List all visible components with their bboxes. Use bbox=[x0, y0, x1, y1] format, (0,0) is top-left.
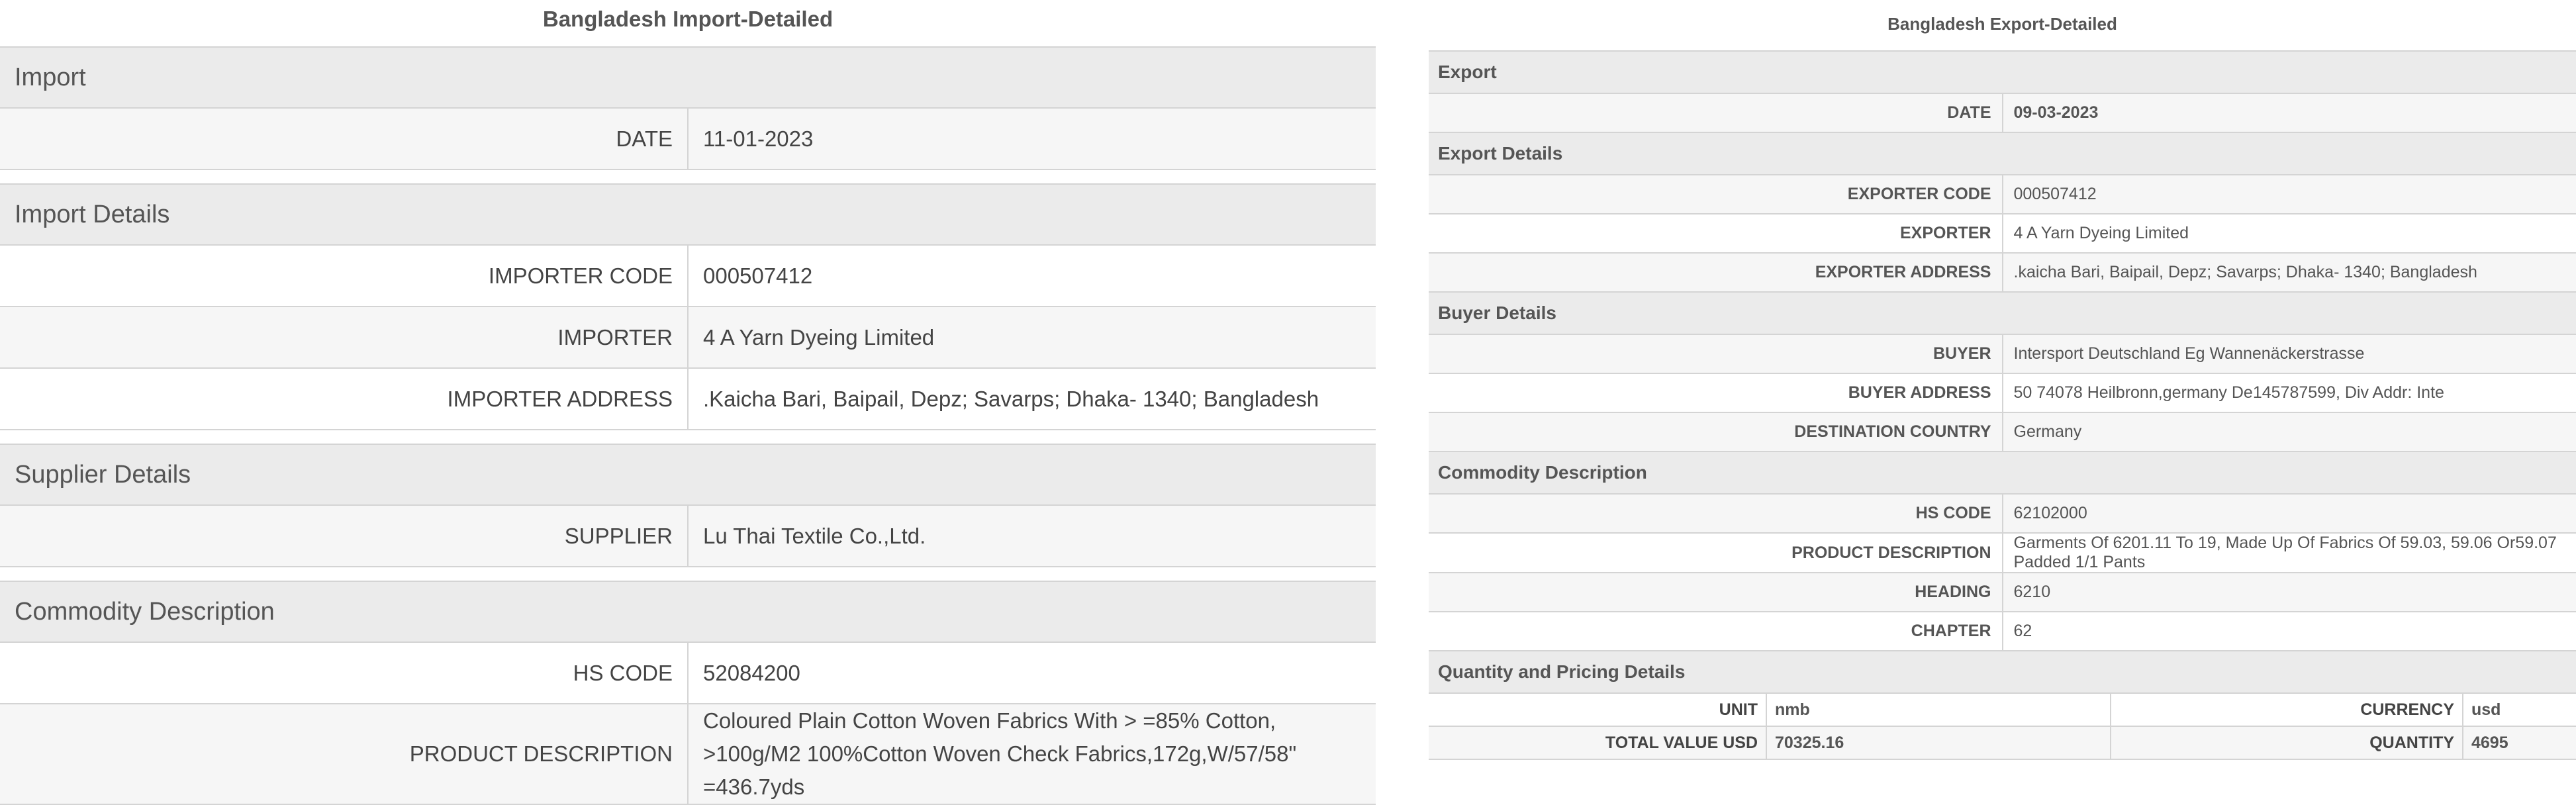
section-import-details: Import Details bbox=[0, 184, 1376, 245]
importer-code-label: IMPORTER CODE bbox=[0, 245, 688, 307]
exporter-label: EXPORTER bbox=[1429, 214, 2003, 253]
quantity-value: 4695 bbox=[2463, 726, 2576, 759]
import-title: Bangladesh Import-Detailed bbox=[0, 0, 1376, 46]
currency-label: CURRENCY bbox=[2111, 694, 2463, 726]
section-import: Import bbox=[0, 47, 1376, 108]
table-row bbox=[1429, 334, 2576, 373]
product-description-label: PRODUCT DESCRIPTION bbox=[0, 704, 688, 804]
buyer-value: Intersport Deutschland Eg Wannenäckerstrasse bbox=[2003, 334, 2576, 373]
exporter-address-label: EXPORTER ADDRESS bbox=[1429, 253, 2003, 292]
importer-code-value: 000507412 bbox=[688, 245, 1376, 307]
section-quantity-pricing: Quantity and Pricing Details bbox=[1429, 651, 2576, 693]
total-value-usd-value: 70325.16 bbox=[1766, 726, 2111, 759]
quantity-pricing-table bbox=[1429, 694, 2576, 760]
heading-value: 6210 bbox=[2003, 573, 2576, 612]
section-export-details: Export Details bbox=[1429, 132, 2576, 175]
table-row bbox=[1429, 494, 2576, 533]
hs-code-label: HS CODE bbox=[0, 642, 688, 704]
exporter-value: 4 A Yarn Dyeing Limited bbox=[2003, 214, 2576, 253]
unit-label: UNIT bbox=[1429, 694, 1766, 726]
table-row bbox=[1429, 253, 2576, 292]
buyer-label: BUYER bbox=[1429, 334, 2003, 373]
supplier-value: Lu Thai Textile Co.,Ltd. bbox=[688, 505, 1376, 567]
supplier-label: SUPPLIER bbox=[0, 505, 688, 567]
table-row bbox=[0, 505, 1376, 567]
unit-value: nmb bbox=[1766, 694, 2111, 726]
table-row bbox=[1429, 214, 2576, 253]
section-export-commodity: Commodity Description bbox=[1429, 451, 2576, 494]
chapter-value: 62 bbox=[2003, 612, 2576, 651]
hs-code-value: 52084200 bbox=[688, 642, 1376, 704]
table-row bbox=[1429, 726, 2576, 759]
destination-country-label: DESTINATION COUNTRY bbox=[1429, 412, 2003, 451]
table-row bbox=[0, 108, 1376, 169]
exporter-code-value: 000507412 bbox=[2003, 175, 2576, 214]
chapter-label: CHAPTER bbox=[1429, 612, 2003, 651]
quantity-label: QUANTITY bbox=[2111, 726, 2463, 759]
export-date-value: 09-03-2023 bbox=[2003, 93, 2576, 132]
section-commodity-description: Commodity Description bbox=[0, 581, 1376, 642]
table-row bbox=[1429, 694, 2576, 726]
section-buyer-details: Buyer Details bbox=[1429, 292, 2576, 334]
importer-address-value: .Kaicha Bari, Baipail, Depz; Savarps; Dhaka- 1340; Bangladesh bbox=[688, 368, 1376, 430]
table-row bbox=[0, 642, 1376, 704]
import-table bbox=[0, 46, 1376, 805]
buyer-address-value: 50 74078 Heilbronn,germany De145787599, Div Addr: Inte bbox=[2003, 373, 2576, 412]
heading-label: HEADING bbox=[1429, 573, 2003, 612]
table-row bbox=[1429, 412, 2576, 451]
total-value-usd-label: TOTAL VALUE USD bbox=[1429, 726, 1766, 759]
importer-label: IMPORTER bbox=[0, 307, 688, 368]
export-product-description-value: Garments Of 6201.11 To 19, Made Up Of Fabrics Of 59.03, 59.06 Or59.07 Padded 1/1 Pants bbox=[2003, 533, 2576, 573]
table-row bbox=[1429, 93, 2576, 132]
section-supplier-details: Supplier Details bbox=[0, 444, 1376, 505]
export-hs-code-label: HS CODE bbox=[1429, 494, 2003, 533]
importer-address-label: IMPORTER ADDRESS bbox=[0, 368, 688, 430]
table-row bbox=[0, 307, 1376, 368]
export-table bbox=[1429, 50, 2576, 694]
exporter-address-value: .kaicha Bari, Baipail, Depz; Savarps; Dhaka- 1340; Bangladesh bbox=[2003, 253, 2576, 292]
export-panel bbox=[1429, 0, 2576, 760]
date-label: DATE bbox=[0, 108, 688, 169]
export-hs-code-value: 62102000 bbox=[2003, 494, 2576, 533]
table-row bbox=[1429, 175, 2576, 214]
export-product-description-label: PRODUCT DESCRIPTION bbox=[1429, 533, 2003, 573]
table-row bbox=[1429, 612, 2576, 651]
table-row bbox=[1429, 533, 2576, 573]
exporter-code-label: EXPORTER CODE bbox=[1429, 175, 2003, 214]
table-row bbox=[1429, 373, 2576, 412]
export-date-label: DATE bbox=[1429, 93, 2003, 132]
date-value: 11-01-2023 bbox=[688, 108, 1376, 169]
destination-country-value: Germany bbox=[2003, 412, 2576, 451]
table-row bbox=[1429, 573, 2576, 612]
table-row bbox=[0, 704, 1376, 804]
currency-value: usd bbox=[2463, 694, 2576, 726]
table-row bbox=[0, 368, 1376, 430]
export-title: Bangladesh Export-Detailed bbox=[1429, 0, 2576, 50]
table-row bbox=[0, 245, 1376, 307]
buyer-address-label: BUYER ADDRESS bbox=[1429, 373, 2003, 412]
importer-value: 4 A Yarn Dyeing Limited bbox=[688, 307, 1376, 368]
product-description-value: Coloured Plain Cotton Woven Fabrics With > =85% Cotton, >100g/M2 100%Cotton Woven Check Fabrics,172g,W/57/58" =436.7yds bbox=[688, 704, 1376, 804]
section-export: Export bbox=[1429, 51, 2576, 93]
